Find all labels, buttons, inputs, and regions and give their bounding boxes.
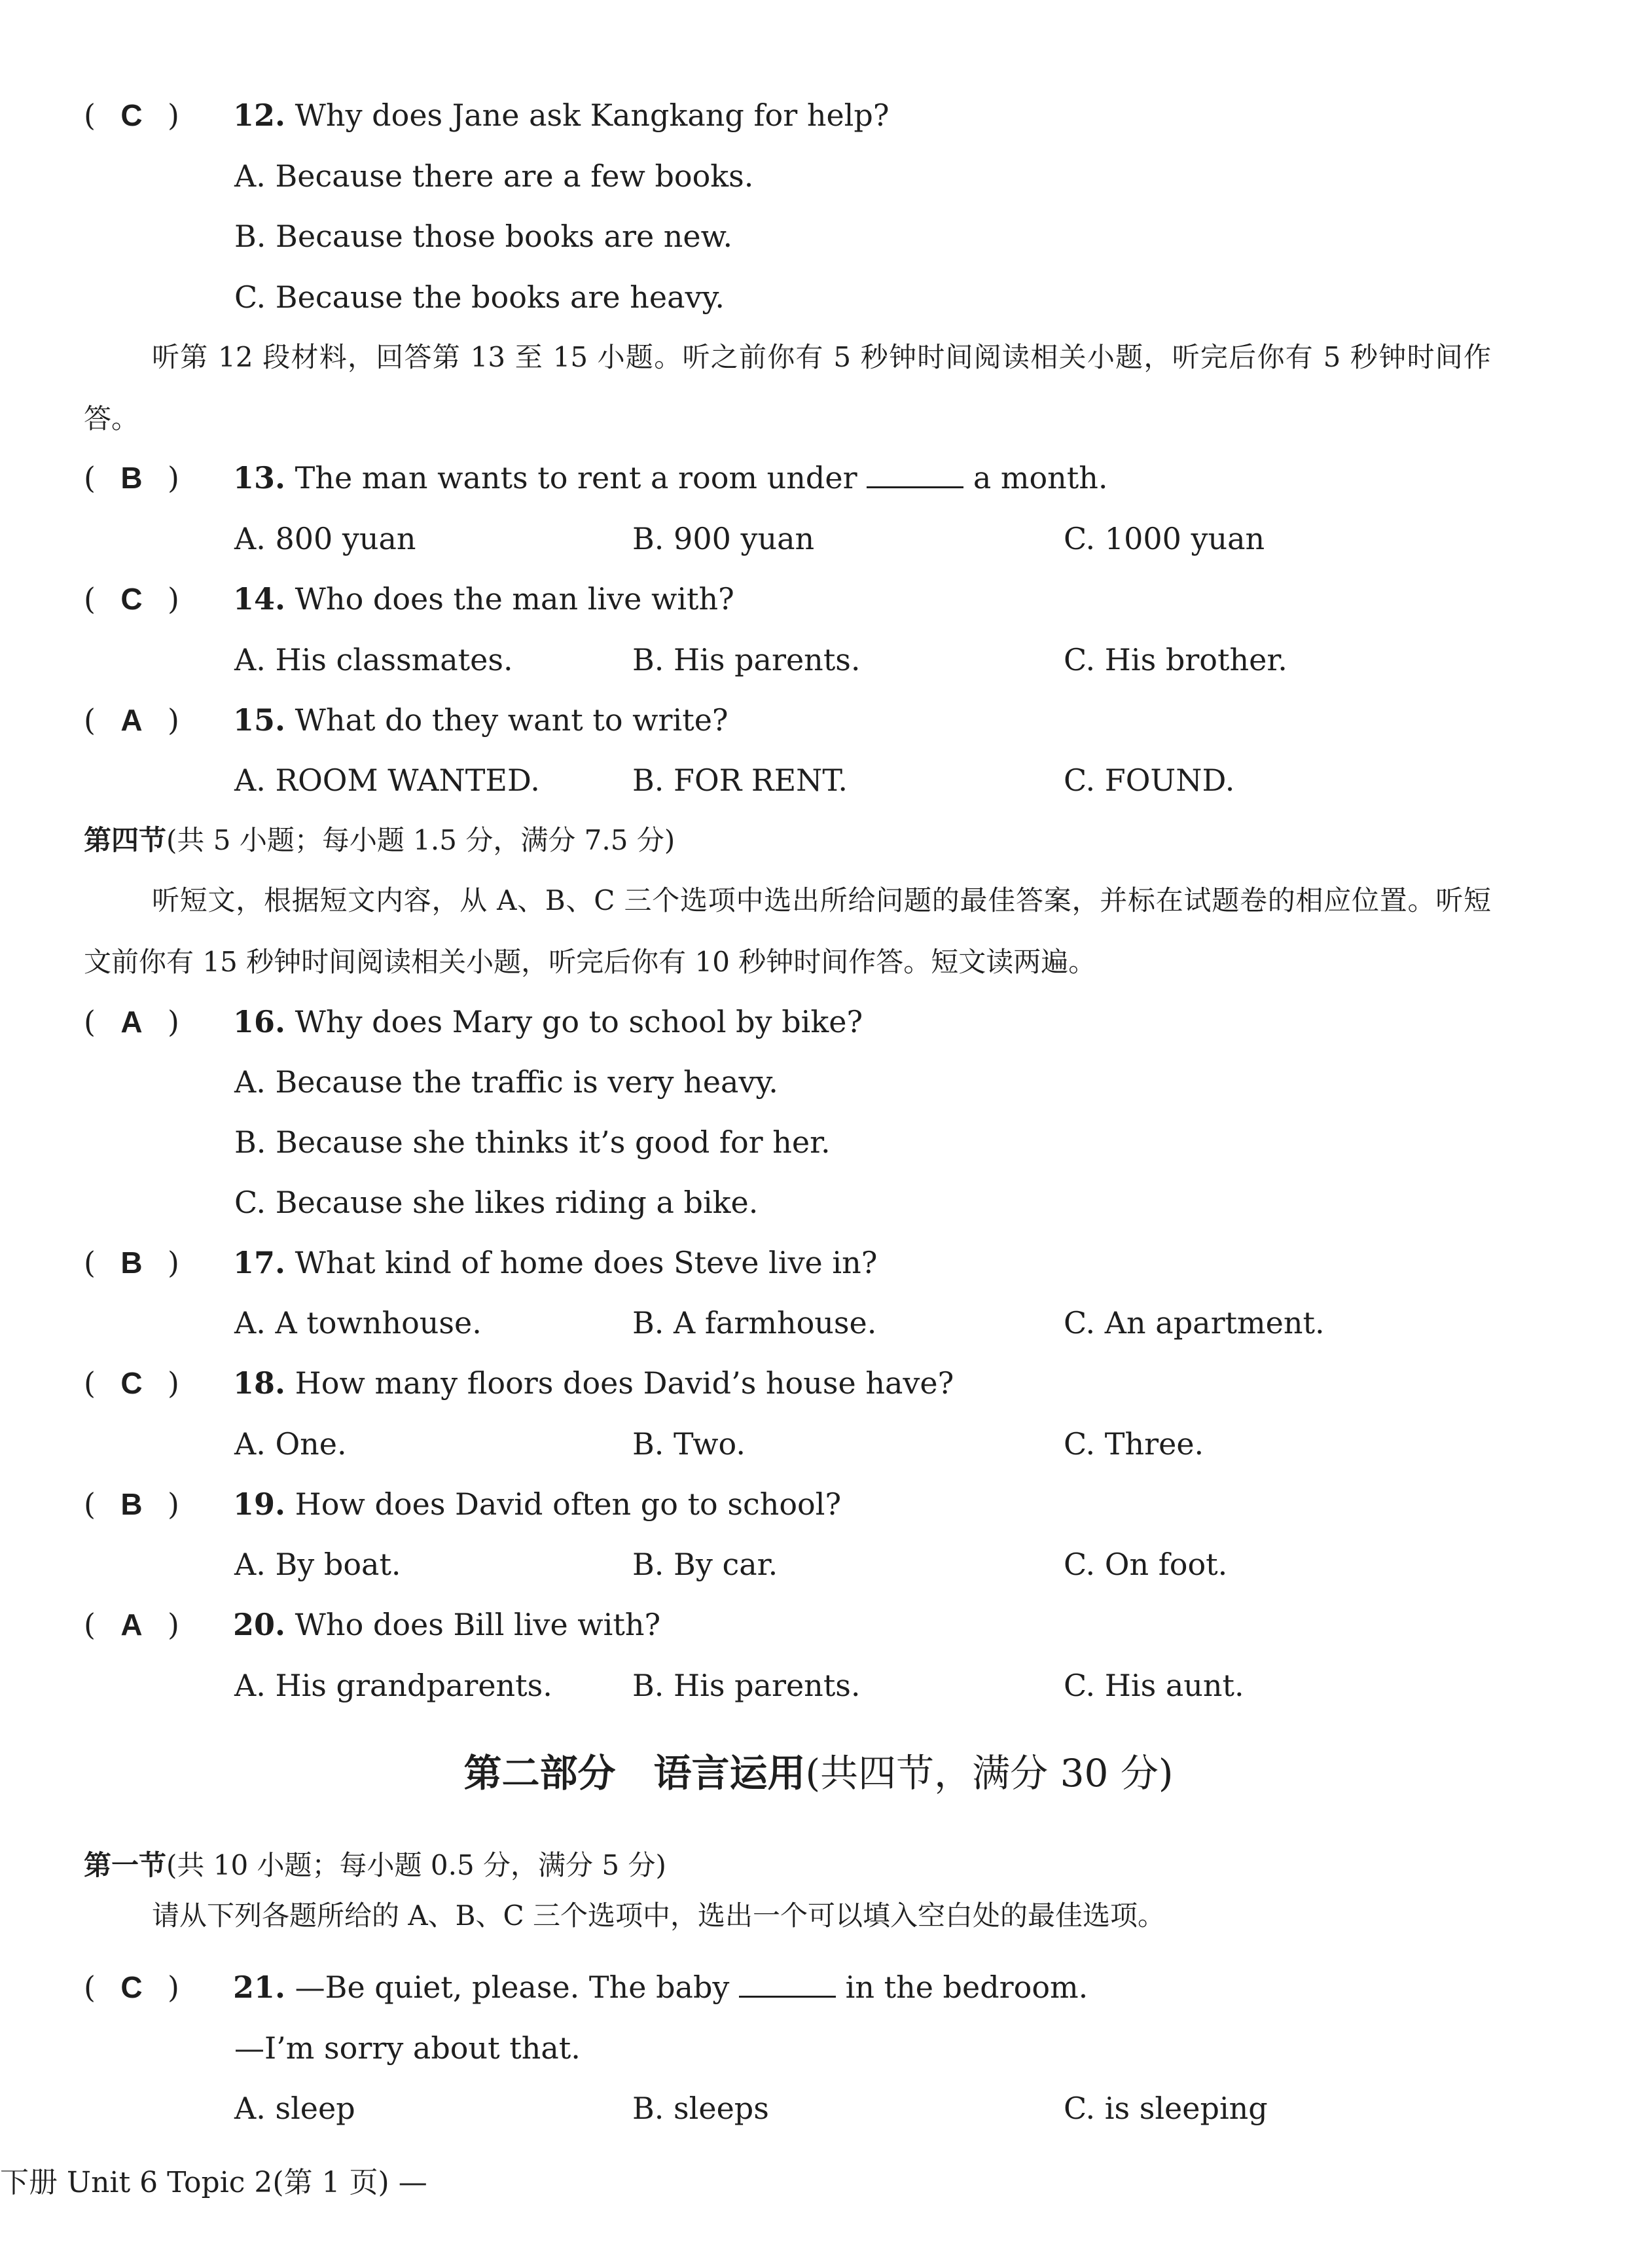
answer-letter: B [120,461,143,495]
question-text: What kind of home does Steve live in? [295,1245,878,1280]
answer-letter: B [120,1487,143,1521]
option-b: B. Two. [632,1426,746,1462]
question-21 [84,1968,1088,2007]
option-a: A. ROOM WANTED. [234,763,540,798]
question-number: 19. [233,1486,286,1522]
section-detail: (共 5 小题；每小题 1.5 分，满分 7.5 分) [166,824,675,856]
answer-letter: B [120,1246,143,1280]
option-c: C. Because she likes riding a bike. [234,1185,759,1220]
question-number: 12. [233,98,286,133]
answer-letter: C [120,1970,143,2004]
answer-bracket: ( A ) [84,1002,233,1041]
option-b: B. By car. [632,1547,778,1582]
answer-bracket: ( A ) [84,1605,233,1644]
question-number: 21. [233,1970,286,2005]
question-18 [84,1363,954,1403]
question-19 [84,1485,841,1524]
question-number: 13. [233,460,286,495]
option-a: A. His classmates. [234,642,513,677]
answer-bracket: ( B ) [84,458,233,497]
option-c: C. Three. [1064,1426,1204,1462]
answer-letter: A [120,1005,143,1039]
part-2-section-1-instruction: 请从下列各题所给的 A、B、C 三个选项中，选出一个可以填入空白处的最佳选项。 [152,1899,1166,1932]
answer-bracket: ( B ) [84,1485,233,1524]
question-text: What do they want to write? [295,702,729,738]
question-text: Why does Mary go to school by bike? [295,1004,863,1039]
part-title-detail: (共四节，满分 30 分) [805,1751,1174,1795]
option-c: C. His aunt. [1064,1668,1244,1703]
section-title: 第一节 [84,1849,167,1881]
question-number: 18. [233,1365,286,1401]
answer-bracket: ( C ) [84,1968,233,2007]
option-c: C. FOUND. [1064,763,1235,798]
answer-letter: A [120,1608,143,1642]
option-b: B. Because she thinks it’s good for her. [234,1125,831,1160]
section-title: 第四节 [84,824,167,856]
section-detail: (共 10 小题；每小题 0.5 分，满分 5 分) [166,1849,666,1881]
option-a: A. 800 yuan [234,521,416,556]
answer-letter: C [120,98,143,132]
option-a: A. sleep [234,2091,355,2126]
option-c: C. On foot. [1064,1547,1228,1582]
option-a: A. A townhouse. [234,1305,482,1341]
answer-blank [739,1970,836,1998]
question-text: Who does the man live with? [295,581,734,617]
option-a: A. One. [234,1426,347,1462]
option-a: A. By boat. [234,1547,401,1582]
option-b: B. FOR RENT. [632,763,848,798]
answer-blank [867,460,963,488]
page-footer: 下册 Unit 6 Topic 2(第 1 页) — [0,2166,427,2199]
option-b: B. sleeps [632,2091,769,2126]
question-text: How does David often go to school? [295,1486,842,1522]
option-c: C. is sleeping [1064,2091,1268,2126]
question-12 [84,96,889,135]
question-text-end: in the bedroom. [845,1970,1088,2005]
option-a: A. Because the traffic is very heavy. [234,1064,778,1100]
option-c: C. Because the books are heavy. [234,279,725,315]
question-17 [84,1243,877,1282]
question-16 [84,1002,863,1041]
question-number: 16. [233,1004,286,1039]
question-text-end: a month. [973,460,1108,495]
question-14 [84,579,734,619]
question-13 [84,458,1108,497]
option-b: B. His parents. [632,1668,861,1703]
question-number: 14. [233,581,286,617]
answer-letter: C [120,582,143,616]
answer-bracket: ( C ) [84,579,233,619]
question-15 [84,700,729,740]
instruction-material-12: 听第 12 段材料，回答第 13 至 15 小题。听之前你有 5 秒钟时间阅读相关小题，听完后你有 5 秒钟时间作答。 [84,341,1491,435]
option-c: C. An apartment. [1064,1305,1325,1341]
section-4-heading [84,821,675,860]
section-4-instruction: 听短文，根据短文内容，从 A、B、C 三个选项中选出所给问题的最佳答案，并标在试题卷的相应位置。听短文前你有 15 秒钟时间阅读相关小题，听完后你有 10 秒钟时间作答。短文读两遍。 [84,884,1491,978]
part-2-section-1-heading [84,1846,666,1885]
question-number: 15. [233,702,286,738]
option-c: C. His brother. [1064,642,1287,677]
dialogue-reply: —I’m sorry about that. [234,2030,581,2066]
answer-bracket: ( C ) [84,96,233,135]
question-text: Why does Jane ask Kangkang for help? [295,98,890,133]
option-a: A. Because there are a few books. [234,158,754,194]
question-number: 17. [233,1245,286,1280]
option-b: B. 900 yuan [632,521,815,556]
question-text: —Be quiet, please. The baby [295,1970,730,2005]
answer-letter: A [120,703,143,737]
option-c: C. 1000 yuan [1064,521,1265,556]
question-text: Who does Bill live with? [295,1607,661,1642]
answer-bracket: ( C ) [84,1363,233,1403]
option-b: B. A farmhouse. [632,1305,877,1341]
option-b: B. His parents. [632,642,861,677]
question-text: The man wants to rent a room under [295,460,857,495]
question-text: How many floors does David’s house have? [295,1365,954,1401]
question-20 [84,1605,660,1644]
question-number: 20. [233,1607,286,1642]
answer-letter: C [120,1366,143,1400]
answer-bracket: ( A ) [84,700,233,740]
part-2-title [0,1747,1637,1799]
option-b: B. Because those books are new. [234,219,733,254]
part-title-main: 第二部分 语言运用 [463,1751,806,1795]
option-a: A. His grandparents. [234,1668,552,1703]
answer-bracket: ( B ) [84,1243,233,1282]
